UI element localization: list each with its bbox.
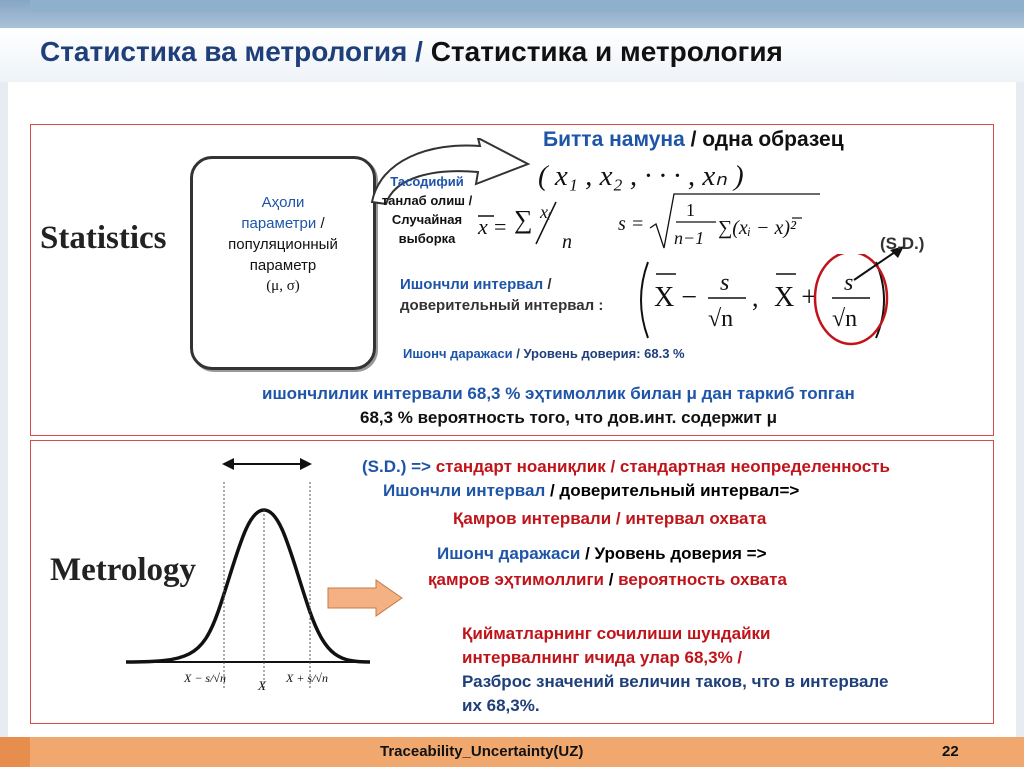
metrology-line2-ru: / доверительный интервал=> bbox=[545, 481, 800, 500]
metrology-label: Metrology bbox=[50, 552, 197, 588]
ci-formula-sqrt-right: √n bbox=[832, 306, 858, 332]
metrology-line5-sep: / bbox=[604, 570, 619, 589]
metrology-line2 bbox=[383, 481, 799, 501]
ci-formula-left: X − bbox=[654, 282, 698, 313]
sd-formula-lhs: s = bbox=[618, 213, 645, 235]
population-line4: параметр bbox=[249, 257, 317, 274]
metrology-quote bbox=[462, 622, 892, 718]
ci-line1-uz: Ишончли интервал bbox=[400, 276, 544, 293]
ci-formula-right: X + bbox=[774, 282, 818, 313]
metrology-line5 bbox=[428, 570, 787, 590]
mean-formula-lhs: x bbox=[478, 214, 488, 239]
ci-formula-s-left: s bbox=[720, 270, 730, 296]
bell-curve-diagram bbox=[118, 452, 378, 700]
statistics-note-ru: 68,3 % вероятность того, что дов.инт. содержит μ bbox=[360, 408, 778, 427]
slide-title-uz: Статистика ва метрология / bbox=[40, 36, 431, 67]
footer-text: Traceability_Uncertainty(UZ) bbox=[380, 743, 584, 760]
metrology-line1-red: стандарт ноаниқлик / стандартная неопределенность bbox=[435, 457, 890, 476]
metrology-line5-uz: қамров эҳтимоллиги bbox=[428, 570, 604, 589]
confidence-level-text bbox=[403, 346, 685, 361]
sd-formula-denominator: n−1 bbox=[674, 228, 705, 248]
metrology-line4-ru: / Уровень доверия => bbox=[580, 544, 767, 563]
footer-left-block bbox=[0, 737, 30, 767]
left-strip bbox=[0, 82, 8, 737]
random-sampling-text bbox=[372, 172, 482, 248]
sd-formula-sum-term: ∑(xᵢ − x)² bbox=[718, 217, 796, 239]
sd-formula-numerator: 1 bbox=[686, 200, 695, 220]
mean-formula-sum: ∑ bbox=[514, 205, 533, 234]
sample-set: ( x₁ , x₂ , · · · , xₙ ) bbox=[538, 160, 744, 192]
ci-formula-s-right: s bbox=[844, 270, 854, 296]
metrology-line4-uz: Ишонч даражаси bbox=[437, 544, 581, 563]
metrology-line5-ru: вероятность охвата bbox=[618, 570, 787, 589]
confidence-level-uz: Ишонч даражаси bbox=[403, 346, 513, 361]
random-line3: Случайная bbox=[391, 212, 463, 227]
axis-label-left: X − s/√n bbox=[184, 671, 227, 685]
sample-heading bbox=[543, 128, 844, 152]
page-number: 22 bbox=[942, 743, 959, 760]
ci-formula-comma: , bbox=[752, 283, 759, 312]
axis-label-right: X + s/√n bbox=[286, 671, 329, 685]
population-line2: параметри bbox=[241, 215, 317, 232]
ci-line1-sep: / bbox=[543, 276, 552, 293]
svg-text:=: = bbox=[494, 214, 507, 239]
sample-heading-ru: / одна образец bbox=[684, 128, 844, 151]
ci-line2-ru: доверительный интервал : bbox=[400, 297, 604, 314]
metrology-quote-uz: Қийматларнинг сочилиши шундайки интервалнинг ичида улар 68,3% / bbox=[462, 624, 771, 667]
top-bar-accent bbox=[30, 0, 1024, 12]
slide-title bbox=[40, 36, 783, 68]
confidence-level-ru: / Уровень доверия: 68.3 % bbox=[512, 346, 685, 361]
population-line3: популяционный bbox=[228, 236, 338, 253]
mean-formula-denominator: n bbox=[562, 231, 572, 253]
slide-title-ru: Статистика и метрология bbox=[430, 36, 783, 67]
mean-formula-numerator: xᵢ bbox=[540, 202, 551, 222]
metrology-line4 bbox=[437, 544, 767, 564]
population-line2-sep: / bbox=[316, 215, 325, 232]
metrology-line1-sd: (S.D.) => bbox=[362, 457, 436, 476]
metrology-line2-uz: Ишончли интервал bbox=[383, 481, 546, 500]
metrology-line3: Қамров интервали / интервал охвата bbox=[453, 509, 767, 528]
axis-label-mid: X bbox=[258, 678, 266, 693]
mean-formula bbox=[472, 188, 612, 256]
statistics-note-uz: ишончлилик интервали 68,3 % эҳтимоллик билан μ дан таркиб топган bbox=[262, 384, 855, 403]
population-text bbox=[190, 192, 376, 297]
population-params: (μ, σ) bbox=[266, 278, 300, 294]
orange-arrow-icon bbox=[326, 578, 406, 618]
random-line1: Тасодифий bbox=[390, 174, 464, 189]
metrology-quote-ru: Разброс значений величин таков, что в интервале их 68,3%. bbox=[462, 672, 889, 715]
ci-formula-sqrt-left: √n bbox=[708, 306, 734, 332]
sd-formula bbox=[614, 186, 824, 256]
right-strip bbox=[1016, 82, 1024, 737]
sample-heading-uz: Битта намуна bbox=[543, 128, 685, 151]
random-line2: танлаб олиш / bbox=[381, 193, 473, 208]
random-line4: выборка bbox=[398, 231, 456, 246]
population-line1: Аҳоли bbox=[261, 194, 305, 211]
statistics-label: Statistics bbox=[40, 220, 167, 256]
confidence-interval-text bbox=[400, 274, 640, 316]
metrology-line1 bbox=[362, 457, 890, 477]
sd-label: (S.D.) bbox=[880, 234, 925, 253]
